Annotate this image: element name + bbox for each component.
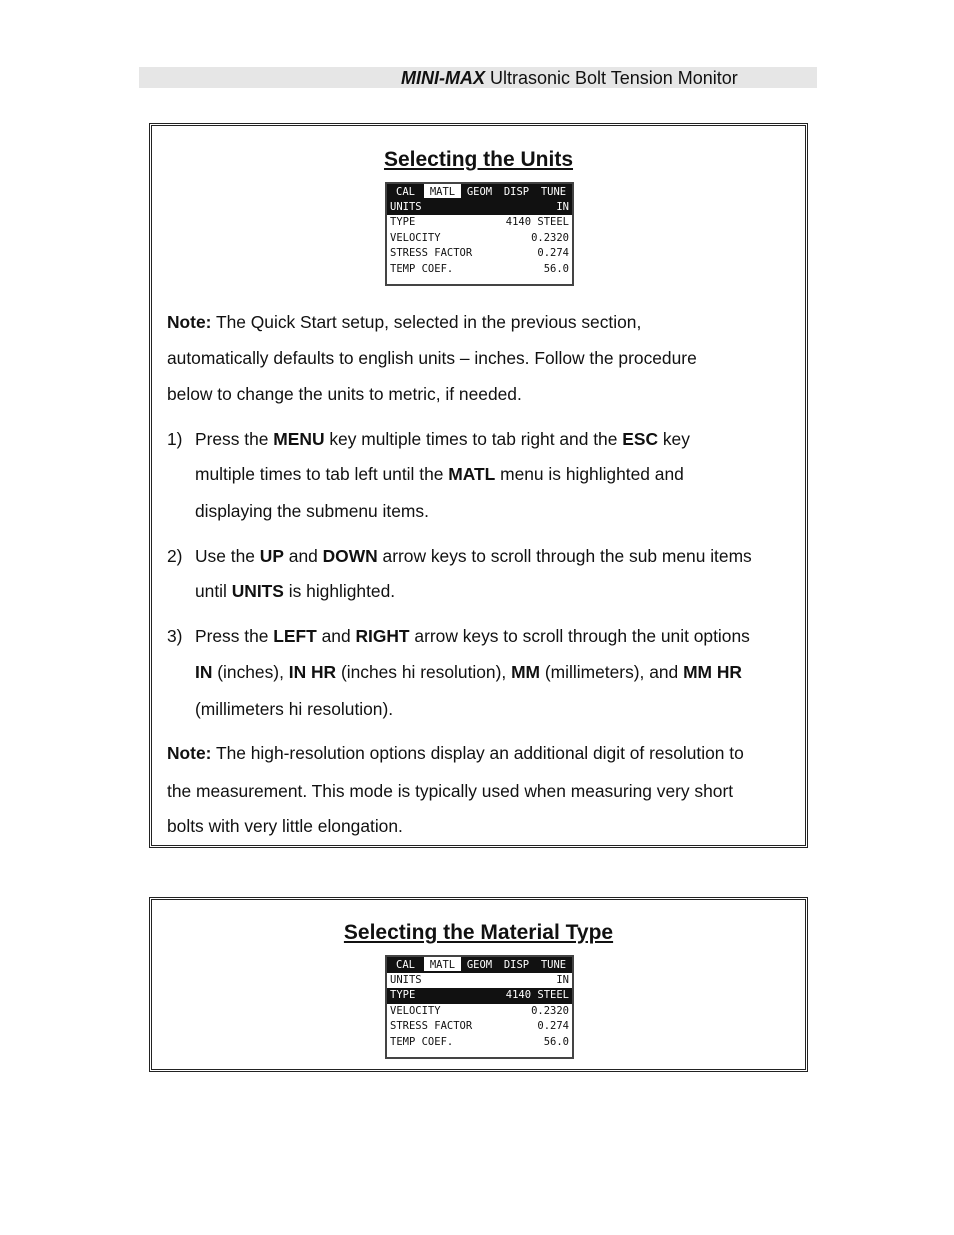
lcd-row-label: VELOCITY [390, 1004, 441, 1017]
step2-line1 [195, 546, 752, 566]
key-up: UP [259, 546, 284, 566]
note2-line3: bolts with very little elongation. [167, 816, 403, 836]
lcd-tab-tune: TUNE [540, 186, 567, 198]
key-menu: MENU [273, 429, 325, 449]
lcd-row-value: 0.2320 [531, 1004, 569, 1017]
note1-line2: automatically defaults to english units – inches. Follow the procedure [167, 348, 697, 368]
note-text: The high-resolution options display an additional digit of resolution to [211, 743, 744, 763]
lcd-row-label: TEMP COEF. [390, 262, 454, 275]
step-text: menu is highlighted and [495, 464, 684, 484]
units-lcd-screen [385, 182, 574, 286]
lcd-tab-cal: CAL [396, 959, 415, 971]
step-text: multiple times to tab left until the [195, 464, 449, 484]
menu-matl: MATL [448, 464, 496, 484]
lcd-row-type [387, 988, 572, 1003]
lcd-row-label: TEMP COEF. [390, 1035, 454, 1048]
note-text: The Quick Start setup, selected in the previous section, [211, 312, 642, 332]
units-section-title: Selecting the Units [383, 148, 574, 171]
step-text: and [283, 546, 323, 566]
step-text: until [195, 581, 232, 601]
lcd-tab-bar [387, 957, 572, 973]
lcd-row-temp-coef [387, 262, 572, 277]
lcd-row-temp-coef [387, 1035, 572, 1050]
lcd-row-value: IN [556, 974, 569, 986]
lcd-row-label: TYPE [390, 216, 416, 229]
lcd-row-value: 4140 STEEL [505, 989, 569, 1002]
lcd-row-label: UNITS [390, 974, 422, 986]
step-text: key multiple times to tab right and the [324, 429, 623, 449]
key-down: DOWN [322, 546, 378, 566]
step1-line2 [195, 464, 684, 484]
step3-line2 [195, 662, 742, 682]
lcd-tab-bar [387, 184, 572, 200]
lcd-row-label: STRESS FACTOR [390, 1020, 473, 1033]
lcd-tab-matl: MATL [424, 184, 461, 198]
lcd-row-value: 0.274 [537, 1020, 569, 1033]
step-text: Use the [195, 546, 260, 566]
step-text: (inches), [212, 662, 289, 682]
step1-number: 1) [167, 429, 183, 449]
lcd-row-value: 0.2320 [531, 231, 569, 244]
lcd-row-value: 56.0 [543, 262, 569, 275]
lcd-tab-geom: GEOM [466, 959, 493, 971]
lcd-row-stress-factor [387, 1019, 572, 1034]
units-section-box [149, 123, 808, 848]
step3-line3: (millimeters hi resolution). [195, 699, 394, 719]
header-title: Ultrasonic Bolt Tension Monitor [485, 68, 738, 88]
step-text: (millimeters), and [540, 662, 684, 682]
step-text: arrow keys to scroll through the sub menu items [377, 546, 752, 566]
lcd-tab-disp: DISP [503, 959, 530, 971]
key-left: LEFT [273, 626, 317, 646]
page-header [401, 68, 738, 88]
step-text: Press the [195, 626, 274, 646]
material-lcd-screen [385, 955, 574, 1059]
step-text: Press the [195, 429, 274, 449]
key-esc: ESC [622, 429, 659, 449]
option-in-hr: IN HR [288, 662, 337, 682]
note1-line3: below to change the units to metric, if needed. [167, 384, 522, 404]
key-right: RIGHT [355, 626, 410, 646]
step3-line1 [195, 626, 750, 646]
lcd-tab-matl: MATL [424, 957, 461, 971]
material-section-title: Selecting the Material Type [343, 921, 614, 944]
option-mm: MM [511, 662, 541, 682]
step2-line2 [195, 581, 395, 601]
material-section-box [149, 897, 808, 1072]
note-label: Note: [167, 743, 212, 763]
note-label: Note: [167, 312, 212, 332]
step2-number: 2) [167, 546, 183, 566]
lcd-row-label: STRESS FACTOR [390, 247, 473, 260]
lcd-row-stress-factor [387, 246, 572, 261]
lcd-row-value: 56.0 [543, 1035, 569, 1048]
lcd-row-type [387, 215, 572, 230]
option-in: IN [195, 662, 213, 682]
step3-number: 3) [167, 626, 183, 646]
lcd-row-units [387, 200, 572, 215]
note1-line1 [167, 312, 641, 332]
lcd-row-value: 0.274 [537, 247, 569, 260]
lcd-row-label: VELOCITY [390, 231, 441, 244]
step-text: key [658, 429, 690, 449]
lcd-row-units [387, 973, 572, 988]
step-text: is highlighted. [283, 581, 396, 601]
option-mm-hr: MM HR [683, 662, 742, 682]
note2-line1 [167, 743, 744, 763]
lcd-tab-disp: DISP [503, 186, 530, 198]
step1-line3: displaying the submenu items. [195, 501, 429, 521]
step-text: (inches hi resolution), [336, 662, 512, 682]
header-brand: MINI-MAX [401, 68, 485, 88]
step-text: arrow keys to scroll through the unit options [409, 626, 750, 646]
lcd-tab-geom: GEOM [466, 186, 493, 198]
lcd-row-value: IN [556, 201, 569, 213]
step-text: and [316, 626, 356, 646]
lcd-row-label: TYPE [390, 989, 416, 1002]
note2-line2: the measurement. This mode is typically used when measuring very short [167, 781, 734, 801]
lcd-tab-tune: TUNE [540, 959, 567, 971]
lcd-tab-cal: CAL [396, 186, 415, 198]
item-units: UNITS [231, 581, 284, 601]
lcd-row-velocity [387, 231, 572, 246]
lcd-row-velocity [387, 1004, 572, 1019]
lcd-row-label: UNITS [390, 201, 422, 213]
lcd-row-value: 4140 STEEL [505, 216, 569, 229]
step1-line1 [195, 429, 690, 449]
